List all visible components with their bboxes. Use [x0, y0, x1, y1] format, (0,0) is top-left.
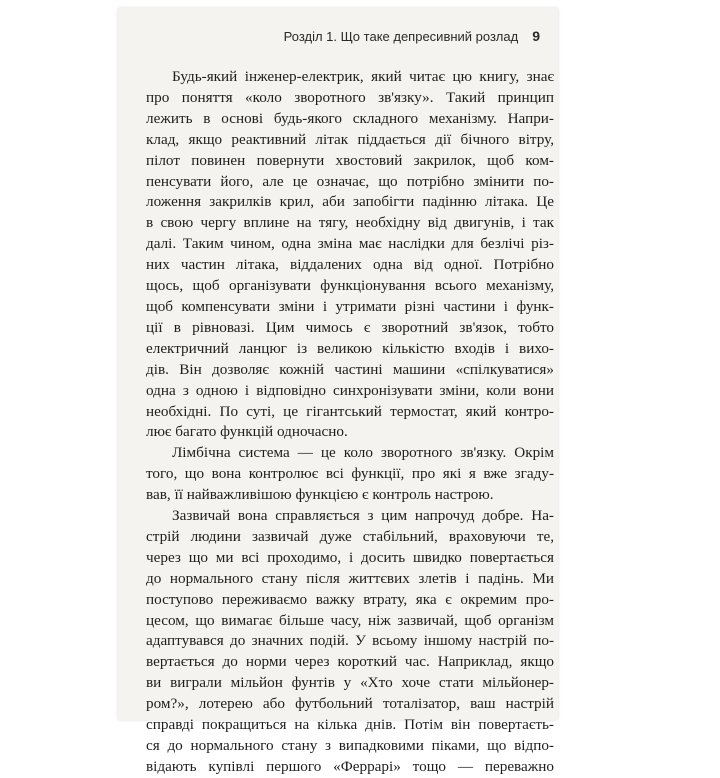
paragraph	[146, 67, 554, 443]
text-line: поступово переживаємо важку втрату, яка є окремим про-	[146, 590, 554, 608]
text-line: ром?», лотерею або футбольний тоталізатор, ваш настрій	[146, 695, 554, 713]
text-line: пілот повинен повернути хвостовий закрилок, щоб ком-	[146, 151, 554, 169]
text-line: відають купівлі першого «Феррарі» тощо — переважно	[146, 757, 554, 775]
text-line: дів. Він дозволяє кожній частині машини «спілкуватися»	[146, 360, 554, 378]
text-line: ся до нормального стану з випадковими піками, що відпо-	[146, 737, 554, 754]
text-line: лює багато функцій одночасно.	[146, 423, 348, 441]
text-line: пенсувати його, але це означає, що потрібно змінити по-	[146, 172, 554, 190]
text-line: цесом, що вимагає більше часу, ніж зазвичай, щоб організм	[146, 611, 554, 629]
text-line: клад, якщо реактивний літак піддається дії бічного вітру,	[146, 130, 554, 148]
paragraph	[146, 443, 554, 506]
text-line: ви виграли мільйон фунтів у «Хто хоче стати мільйонер-	[146, 674, 554, 692]
text-line: далі. Таким чином, одна зміна має наслідки для безлічі різ-	[146, 235, 554, 253]
text-line: одна з одною і відповідно синхронізувати зміни, коли вони	[146, 381, 554, 399]
text-line: них частин літака, віддалених одна від одної. Потрібно	[146, 256, 554, 274]
text-line: щоб компенсувати зміни і утримати різні частини і функ-	[146, 297, 554, 315]
text-line: вертається до норми через короткий час. Наприклад, якщо	[146, 653, 554, 671]
text-line: вав, її найважливішою функцією є контроль настрою.	[146, 486, 494, 504]
body-text	[146, 67, 554, 778]
text-line: адаптувався до значних подій. У всьому іншому настрій по-	[146, 632, 554, 650]
text-line: електричний ланцюг із великою кількістю входів і вихо-	[146, 339, 554, 357]
text-line: ції в рівновазі. Цим чимось є зворотний зв'язок, тобто	[146, 318, 554, 336]
text-line: ложення закрилків крил, аби запобігти падінню літака. Це	[146, 193, 554, 211]
text-line: Зазвичай вона справляється з цим напрочуд добре. На-	[172, 507, 554, 525]
running-header	[118, 28, 540, 44]
text-line: стрій людини зазвичай дуже стабільний, враховуючи те,	[146, 527, 554, 545]
text-line: лежить в основі будь-якого складного механізму. Напри-	[146, 109, 554, 127]
page-number: 9	[532, 28, 540, 44]
text-line: необхідні. По суті, це гігантський термостат, який контро-	[146, 402, 554, 420]
text-line: про поняття «коло зворотного зв'язку». Такий принцип	[146, 88, 554, 106]
paragraph	[146, 506, 554, 778]
text-line: до нормального стану після життєвих злетів і падінь. Ми	[146, 569, 554, 587]
book-page	[118, 8, 558, 775]
text-line: того, що вона контролює всі функції, про які я вже згаду-	[146, 465, 554, 483]
text-line: через що ми всі проходимо, і досить швидко повертається	[146, 548, 554, 566]
text-line: щось, щоб організувати функціонування всього механізму,	[146, 277, 554, 295]
text-line: справді покращиться на кілька днів. Потім він повертаєть-	[146, 716, 554, 734]
text-line: Будь-який інженер-електрик, який читає цю книгу, знає	[172, 68, 554, 85]
running-title: Розділ 1. Що таке депресивний розлад	[283, 29, 519, 44]
text-line: в свою чергу вплине на тягу, необхідну від двигунів, і так	[146, 214, 554, 232]
text-line: Лімбічна система — це коло зворотного зв'язку. Окрім	[172, 444, 554, 462]
